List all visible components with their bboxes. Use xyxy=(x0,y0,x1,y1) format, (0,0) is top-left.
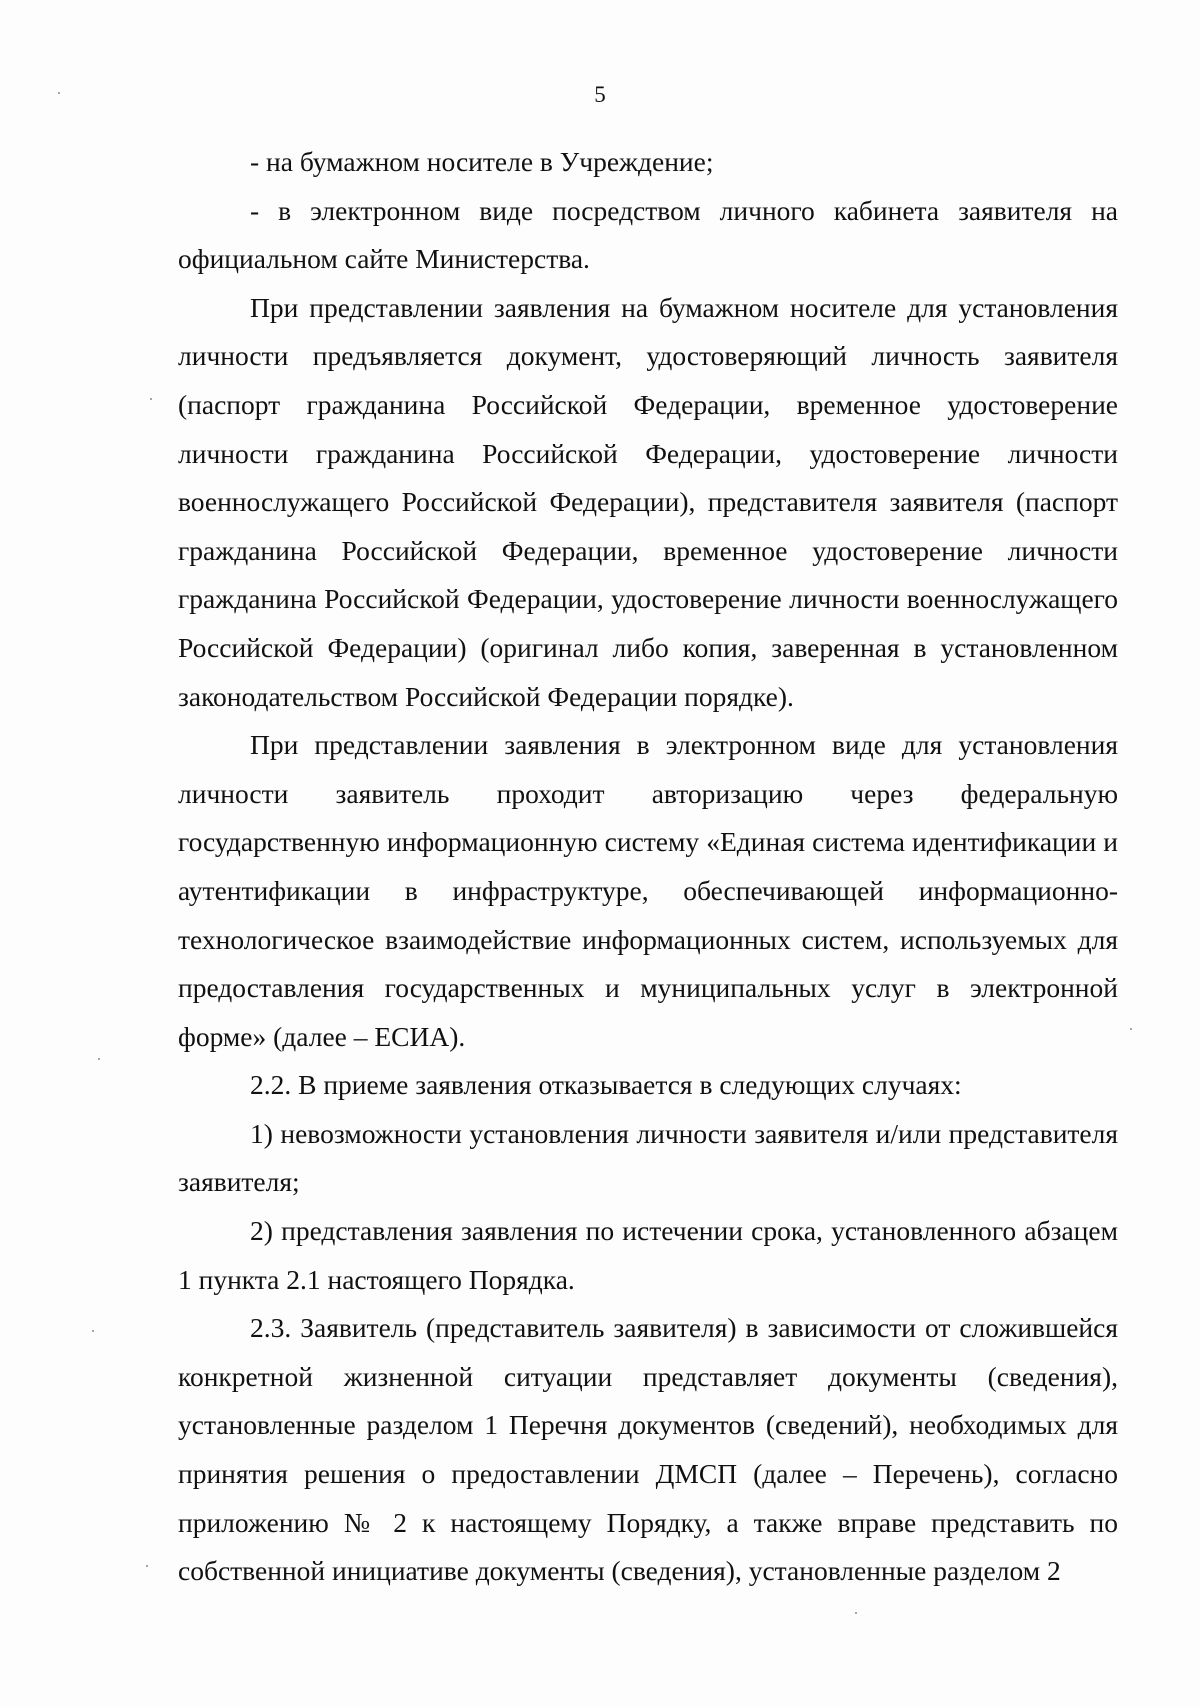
paragraph-refusal-item-2: 2) представления заявления по истечении срока, установленного абзацем 1 пункта 2.1 настоящего Порядка. xyxy=(178,1215,1118,1295)
paragraph-paper-identity: При представлении заявления на бумажном носителе для установления личности предъявляется документ, удостоверяющий личность заявителя (паспорт гражданина Российской Федерации, временное удостоверение личности гражданина Российской Федерации, удостоверение личности военнослужащего Российской Федерации), представителя заявителя (паспорт гражданина Российской Федерации, временное удостоверение личности гражданина Российской Федерации, удостоверение личности военнослужащего Российской Федерации) (оригинал либо копия, заверенная в установленном законодательством Российской Федерации порядке). xyxy=(178,291,1118,712)
scan-speck xyxy=(150,398,152,400)
paragraph-paper-submission: - на бумажном носителе в Учреждение; xyxy=(250,146,714,177)
scan-speck xyxy=(855,1612,857,1614)
paragraph-section-2-2: 2.2. В приеме заявления отказывается в следующих случаях: xyxy=(250,1069,962,1101)
document-body xyxy=(178,138,1118,1596)
page-number: 5 xyxy=(594,82,606,107)
scan-speck xyxy=(1130,1028,1132,1030)
scan-speck xyxy=(98,1058,100,1060)
scan-speck xyxy=(92,1330,94,1332)
scan-speck xyxy=(146,1565,148,1567)
paragraph-section-2-3: 2.3. Заявитель (представитель заявителя) в зависимости от сложившейся конкретной жизненной ситуации представляет документы (сведения), установленные разделом 1 Перечня документов (сведений), необходимых для принятия решения о предоставлении ДМСП (далее – Перечень), согласно приложению № 2 к настоящему Порядку, а также вправе представить по собственной инициативе документы (сведения), установленные разделом 2 xyxy=(178,1312,1118,1587)
scan-speck xyxy=(58,92,60,94)
paragraph-refusal-item-1: 1) невозможности установления личности заявителя и/или представителя заявителя; xyxy=(178,1117,1118,1198)
paragraph-electronic-submission: - в электронном виде посредством личного кабинета заявителя на официальном сайте Министерства. xyxy=(178,194,1118,275)
paragraph-electronic-identity: При представлении заявления в электронном виде для установления личности заявитель проходит авторизацию через федеральную государственную информационную систему «Единая система идентификации и аутентификации в инфраструктуре, обеспечивающей информационно-технологическое взаимодействие информационных систем, используемых для предоставления государственных и муниципальных услуг в электронной форме» (далее – ЕСИА). xyxy=(178,729,1118,1052)
